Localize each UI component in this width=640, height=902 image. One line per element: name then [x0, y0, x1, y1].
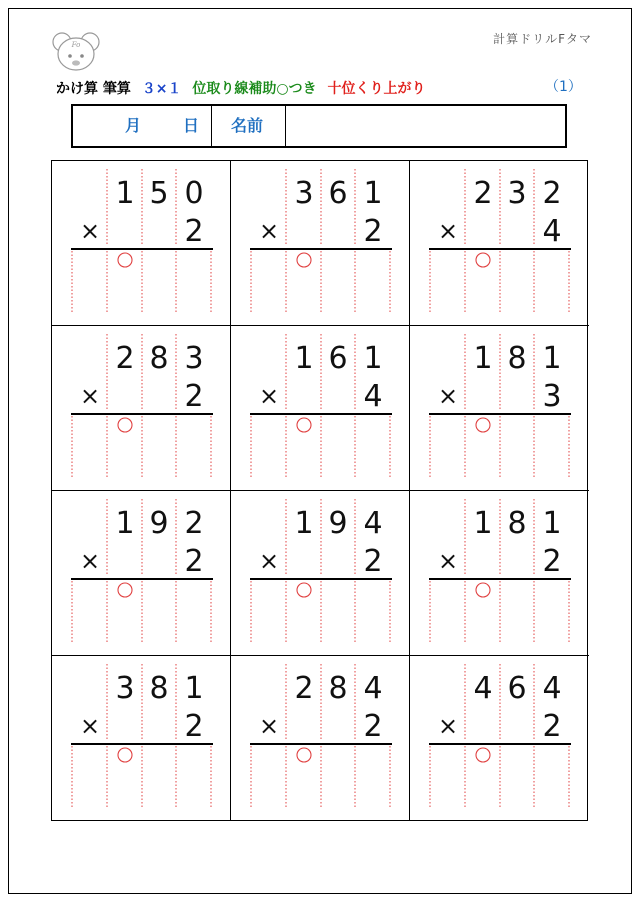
multiplicand-digit: 3	[506, 175, 527, 211]
page-number: （1）	[545, 79, 582, 95]
multiplicand-digit: 5	[148, 175, 169, 211]
month-label: 月	[125, 116, 142, 135]
multiplicand-digit: 1	[362, 340, 383, 376]
multiplicand-digit: 8	[148, 670, 169, 706]
multiplicand-digit: 2	[183, 505, 204, 541]
multiplicand-digit: 8	[327, 670, 348, 706]
problem-cell[interactable]	[410, 491, 589, 656]
multiplicand-digit: 4	[362, 505, 383, 541]
carry-circle-icon	[476, 418, 490, 432]
carry-circle-icon	[297, 748, 311, 762]
multiplicand-digit: 2	[293, 670, 314, 706]
multiplicand-digit: 2	[541, 175, 562, 211]
problem-svg	[410, 326, 589, 491]
multiplicand-digit: 6	[327, 340, 348, 376]
problem-cell[interactable]	[52, 326, 231, 491]
problem-cell[interactable]	[52, 491, 231, 656]
multiplicand-digit: 8	[506, 505, 527, 541]
problem-cell[interactable]	[410, 326, 589, 491]
multiplier-digit: 2	[183, 708, 204, 744]
problem-cell[interactable]	[410, 656, 589, 821]
multiplicand-digit: 9	[148, 505, 169, 541]
times-sign: ×	[79, 381, 100, 410]
multiplier-digit: 2	[541, 543, 562, 579]
problem-cell[interactable]	[231, 161, 410, 326]
multiplier-digit: 2	[541, 708, 562, 744]
carry-circle-icon	[297, 253, 311, 267]
header-carry: 十位くり上がり	[327, 81, 426, 97]
multiplicand-digit: 6	[506, 670, 527, 706]
date-name-box	[71, 104, 567, 148]
problem-cell[interactable]	[231, 326, 410, 491]
multiplicand-digit: 1	[541, 340, 562, 376]
times-sign: ×	[79, 546, 100, 575]
multiplicand-digit: 1	[183, 670, 204, 706]
logo-text: Fo	[71, 41, 81, 49]
multiplicand-digit: 1	[293, 340, 314, 376]
carry-circle-icon	[118, 748, 132, 762]
multiplicand-digit: 1	[114, 505, 135, 541]
multiplier-digit: 4	[362, 378, 383, 414]
carry-circle-icon	[118, 253, 132, 267]
times-sign: ×	[258, 216, 279, 245]
multiplicand-digit: 1	[541, 505, 562, 541]
problem-svg	[410, 161, 589, 326]
multiplicand-digit: 0	[183, 175, 204, 211]
multiplicand-digit: 4	[541, 670, 562, 706]
multiplicand-digit: 3	[293, 175, 314, 211]
times-sign: ×	[437, 711, 458, 740]
multiplicand-digit: 1	[472, 505, 493, 541]
carry-circle-icon	[118, 583, 132, 597]
multiplier-digit: 2	[183, 378, 204, 414]
multiplicand-digit: 8	[148, 340, 169, 376]
times-sign: ×	[437, 216, 458, 245]
times-sign: ×	[79, 711, 100, 740]
divider	[285, 106, 286, 146]
times-sign: ×	[437, 546, 458, 575]
multiplicand-digit: 4	[472, 670, 493, 706]
multiplier-digit: 2	[362, 708, 383, 744]
multiplicand-digit: 8	[506, 340, 527, 376]
problem-cell[interactable]	[410, 161, 589, 326]
multiplicand-digit: 1	[362, 175, 383, 211]
carry-circle-icon	[476, 253, 490, 267]
problem-cell[interactable]	[52, 161, 231, 326]
times-sign: ×	[79, 216, 100, 245]
multiplicand-digit: 2	[472, 175, 493, 211]
carry-circle-icon	[476, 748, 490, 762]
name-label: 名前	[231, 116, 264, 135]
times-sign: ×	[258, 546, 279, 575]
problem-svg	[231, 161, 410, 326]
problem-svg	[52, 161, 231, 326]
problem-svg	[410, 491, 589, 656]
header-kakezan: かけ算 筆算	[56, 81, 131, 97]
carry-circle-icon	[118, 418, 132, 432]
carry-circle-icon	[297, 418, 311, 432]
header-guide: 位取り線補助○つき	[192, 81, 317, 97]
multiplicand-digit: 1	[114, 175, 135, 211]
multiplicand-digit: 4	[362, 670, 383, 706]
carry-circle-icon	[476, 583, 490, 597]
multiplier-digit: 2	[362, 213, 383, 249]
multiplier-digit: 2	[183, 213, 204, 249]
problem-svg	[231, 491, 410, 656]
problem-svg	[52, 491, 231, 656]
problem-cell[interactable]	[231, 491, 410, 656]
problem-cell[interactable]	[52, 656, 231, 821]
problem-svg	[231, 326, 410, 491]
problem-svg	[231, 656, 410, 821]
problem-svg	[52, 326, 231, 491]
times-sign: ×	[437, 381, 458, 410]
multiplicand-digit: 2	[114, 340, 135, 376]
multiplier-digit: 4	[541, 213, 562, 249]
multiplier-digit: 2	[362, 543, 383, 579]
multiplier-digit: 3	[541, 378, 562, 414]
carry-circle-icon	[297, 583, 311, 597]
multiplicand-digit: 1	[293, 505, 314, 541]
header-pattern: ３×１	[141, 81, 182, 97]
multiplicand-digit: 1	[472, 340, 493, 376]
multiplicand-digit: 3	[183, 340, 204, 376]
problem-svg	[410, 656, 589, 821]
multiplicand-digit: 9	[327, 505, 348, 541]
drill-title: 計算ドリルFタマ	[493, 32, 592, 46]
worksheet-header	[56, 78, 431, 98]
multiplier-digit: 2	[183, 543, 204, 579]
times-sign: ×	[258, 381, 279, 410]
problem-svg	[52, 656, 231, 821]
bear-logo-icon	[50, 30, 102, 74]
multiplicand-digit: 6	[327, 175, 348, 211]
problem-cell[interactable]	[231, 656, 410, 821]
times-sign: ×	[258, 711, 279, 740]
multiplicand-digit: 3	[114, 670, 135, 706]
day-label: 日	[183, 116, 200, 135]
name-field[interactable]	[287, 106, 563, 146]
divider	[211, 106, 212, 146]
problem-grid	[51, 160, 588, 821]
